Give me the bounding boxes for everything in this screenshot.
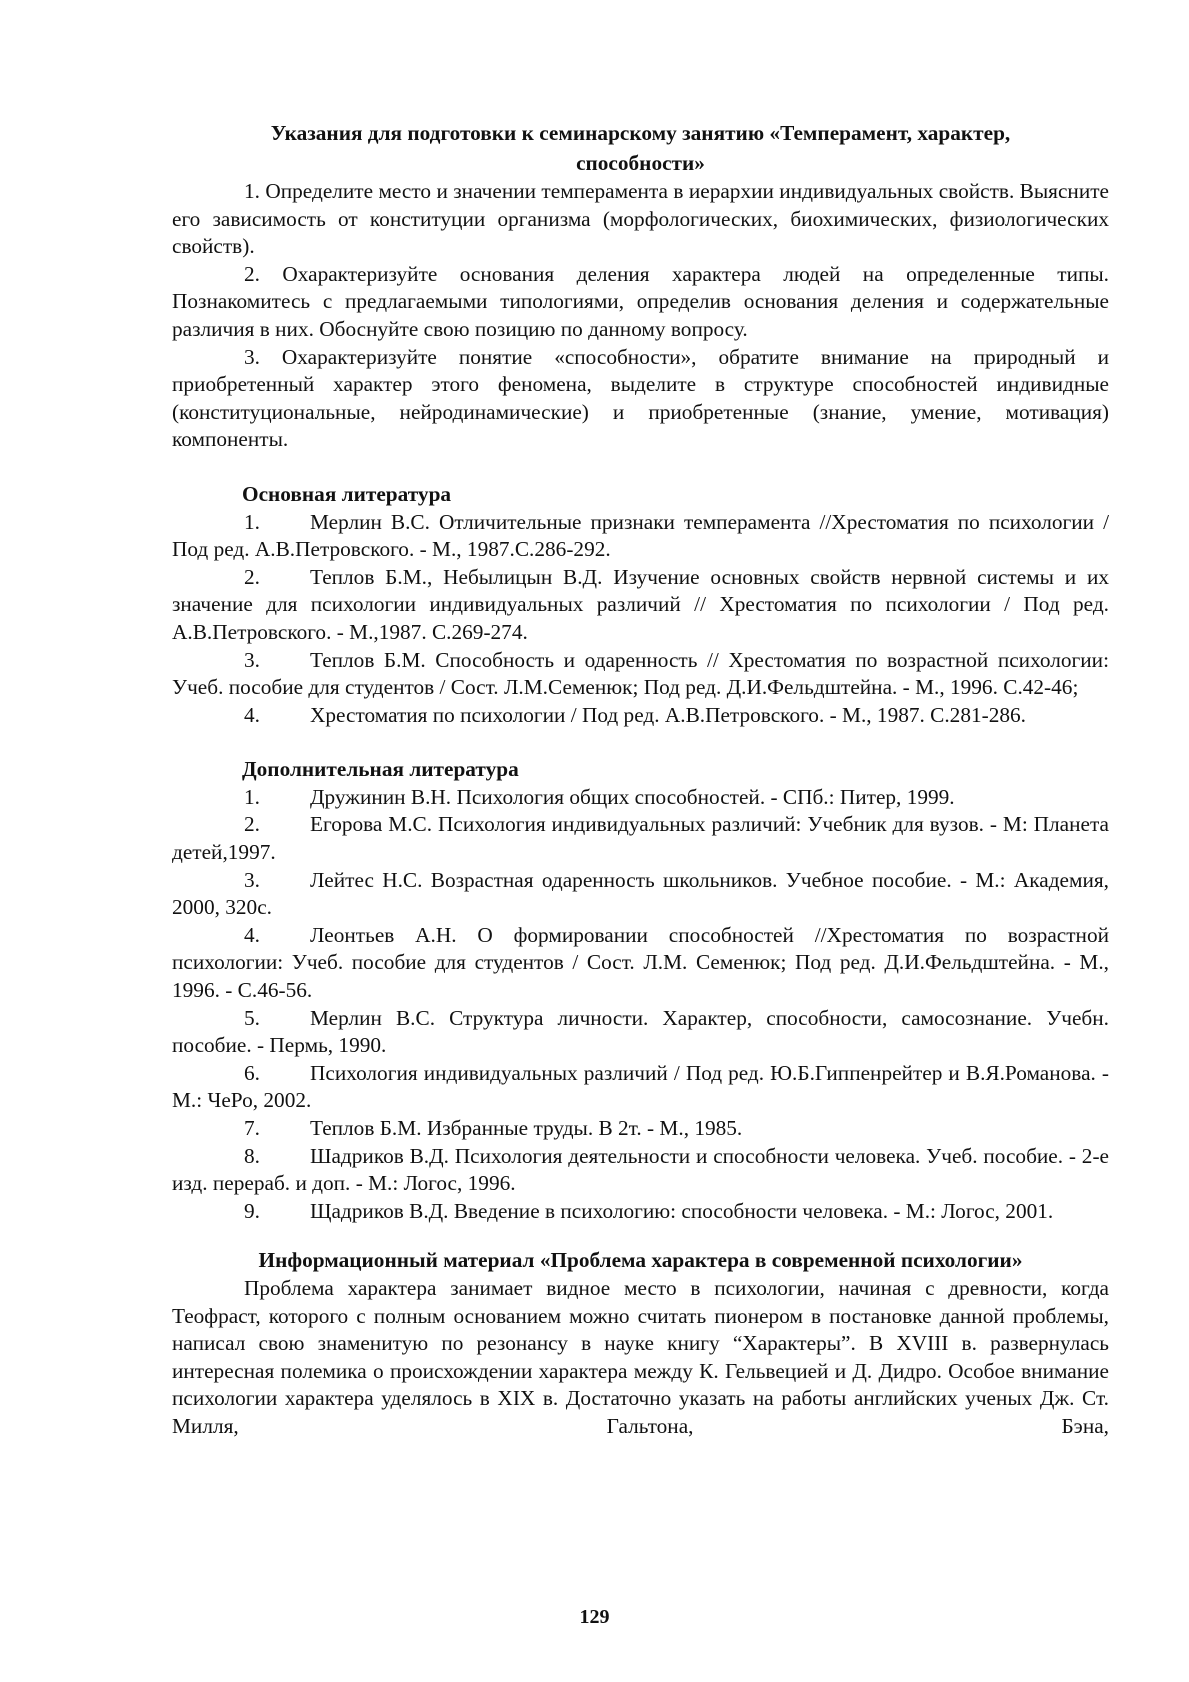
extra-lit-item-9: 9. Щадриков В.Д. Введение в психологию: способности человека. - М.: Логос, 2001.: [244, 1198, 1054, 1223]
info-material-heading: Информационный материал «Проблема характера в современной психологии»: [258, 1248, 1023, 1273]
extra-lit-item-6: 6. Психология индивидуальных различий / Под ред. Ю.Б.Гиппенрейтер и В.Я.Романова. - М.: ЧеРо, 2002.: [172, 1060, 1109, 1113]
page-number: 129: [579, 1606, 610, 1628]
instruction-2: 2. Охарактеризуйте основания деления характера людей на определенные типы. Познакомитесь с предлагаемыми типологиями, определив основания деления и содержательные различия в них. Обоснуйте свою позицию по данному вопросу.: [172, 261, 1109, 341]
extra-lit-item-5: 5. Мерлин В.С. Структура личности. Характер, способности, самосознание. Учебн. пособие. - Пермь, 1990.: [172, 1005, 1109, 1058]
extra-lit-item-1: 1. Дружинин В.Н. Психология общих способностей. - СПб.: Питер, 1999.: [244, 784, 955, 809]
main-literature-heading: Основная литература: [242, 481, 452, 506]
document-page: [172, 118, 1109, 1441]
extra-lit-item-2: 2. Егорова М.С. Психология индивидуальных различий: Учебник для вузов. - М: Планета детей,1997.: [172, 812, 1109, 865]
main-lit-item-1: 1. Мерлин В.С. Отличительные признаки темперамента //Хрестоматия по психологии / Под ред. А.В.Петровского. - М., 1987.С.286-292.: [172, 509, 1109, 562]
extra-lit-item-4: 4. Леонтьев А.Н. О формировании способностей //Хрестоматия по возрастной психологии: Учеб. пособие для студентов / Сост. Л.М. Семенюк; Под ред. Д.И.Фельдштейна. - М., 1996. - С.46-56.: [172, 922, 1109, 1003]
document-title-line-1: Указания для подготовки к семинарскому занятию «Темперамент, характер,: [270, 121, 1011, 145]
extra-lit-item-7: 7. Теплов Б.М. Избранные труды. В 2т. - М., 1985.: [244, 1116, 743, 1140]
document-title-line-2: способности»: [576, 151, 705, 175]
extra-lit-item-8: 8. Шадриков В.Д. Психология деятельности и способности человека. Учеб. пособие. - 2-е изд. перераб. и доп. - М.: Логос, 1996.: [172, 1143, 1109, 1196]
extra-lit-item-3: 3. Лейтес Н.С. Возрастная одаренность школьников. Учебное пособие. - М.: Академия, 2000, 320с.: [172, 867, 1109, 920]
main-lit-item-4: 4. Хрестоматия по психологии / Под ред. А.В.Петровского. - М., 1987. С.281-286.: [244, 702, 1026, 727]
main-lit-item-3: 3. Теплов Б.М. Способность и одаренность // Хрестоматия по возрастной психологии: Учеб. пособие для студентов / Сост. Л.М.Семенюк; Под ред. Д.И.Фельдштейна. - М., 1996. С.42-46;: [172, 647, 1109, 700]
main-lit-item-2: 2. Теплов Б.М., Небылицын В.Д. Изучение основных свойств нервной системы и их значение для психологии индивидуальных различий // Хрестоматия по психологии / Под ред. А.В.Петровского. - М.,1987. С.269-274.: [172, 564, 1109, 644]
instruction-3: 3. Охарактеризуйте понятие «способности», обратите внимание на природный и приобретенный характер этого феномена, выделите в структуре способностей индивидные (конституциональные, нейродинамические) и приобретенные (знание, умение, мотивация) компоненты.: [172, 344, 1109, 452]
instruction-1: 1. Определите место и значении темперамента в иерархии индивидуальных свойств. Выясните его зависимость от конституции организма (морфологических, биохимических, физиологических свойств).: [172, 179, 1109, 259]
extra-literature-heading: Дополнительная литература: [242, 757, 519, 782]
info-material-paragraph: Проблема характера занимает видное место в психологии, начиная с древности, когда Теофраст, которого с полным основанием можно считать пионером в постановке данной проблемы, написал свою знаменитую по резонансу в науке книгу “Характеры”. В XVIII в. развернулась интересная полемика о происхождении характера между К. Гельвецией и Д. Дидро. Особое внимание психологии характера уделялось в XIX в. Достаточно указать на работы английских ученых Дж. Ст. Милля, Гальтона, Бэна,: [172, 1275, 1109, 1438]
